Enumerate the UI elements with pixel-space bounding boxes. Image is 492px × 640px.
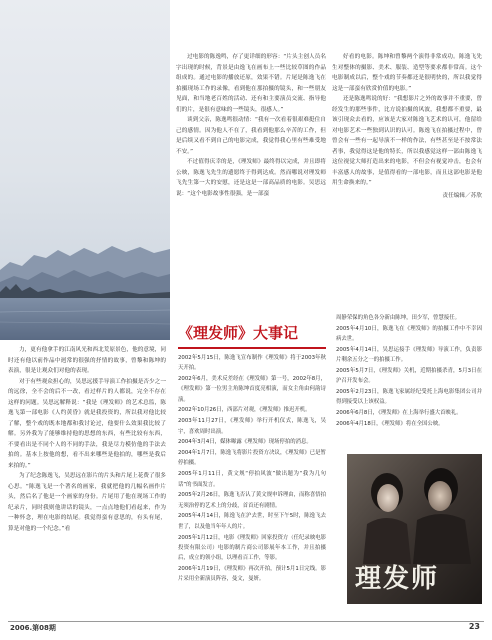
- chronicle-entry: 2005年5月7日，《理发师》关机，近期拍摄杀青，5月3日在沪召开发布会。: [336, 367, 482, 385]
- chronicle-list-left: [178, 353, 326, 609]
- article-paragraph: 不过值得庆幸的是，《理发师》最终得以完成，并且即将公映，陈逸飞先生的遗愿终于得到达成。然而哪说对理发师飞先生第一大的安慰，还是这是一部高品质的电影。吴思远说：“这个电影故事性很强，是一部蛮: [176, 159, 326, 197]
- article-column-middle: [176, 52, 326, 307]
- movie-poster: [347, 454, 482, 604]
- chronicle-entry: 2005年4月14日，吴思运接手《理发师》导演工作，负责影片剩余五分之一的拍摄工作。: [336, 346, 482, 364]
- article-paragraph: 好看的电影。陈坤和曾黎两个演得非常成功。陈逸飞先生对整体的摄影、美术、服装、造型等要求都非常高。这个电影制成以后，整个戏的节奏都还是很明快的，所以我觉得这是一部蛮有欣赏价值的电影。”: [332, 54, 482, 92]
- article-paragraph: 过电影的陈逸鸣，存了更详细的形容：“片头主创人员名字出现的时候，背景是由逸飞在画布上一些比较草图的作品组成的。通过电影的播放还原，效果不错。片尾是陈逸飞在拍摄现场工作的录像，看到他在那拍摄的镜头，和一些朋友见面，和当地老百姓的活动、还有和主要演员交流、指导他们的片，是很有意味的一些镜头，很感人。”: [176, 54, 326, 113]
- article-column-right: [332, 52, 482, 307]
- chronicle-entry: 2002年10月26日，西部片对观，《理发师》推迟开机。: [178, 407, 311, 414]
- chronicle-list-right: [336, 313, 482, 453]
- chronicle-entry: 2005年4月14日，陈逸飞在沪去世，时至下午5时，陈逸飞去世了，以及他当年年人的片。: [178, 513, 326, 530]
- chronicle-entry: 2004年3月4日，媒体曝露《理发师》现场停拍的消息。: [178, 439, 312, 446]
- editor-credit: 责任编辑／苏欣: [442, 192, 482, 199]
- chronicle-title: 《理发师》大事记: [178, 324, 299, 342]
- chronicle-entry: 2005年1月12日，电影《理发师》回家投资方（任纪录映电影投资有限公司）电影的制片商公司影展年本工作，并且拍摄后，成立的领小组，以理看百工作，等影。: [178, 534, 326, 562]
- article-paragraph: 还是陈逸鸣说的好：“我想影片之外的故事并不重要，曾经发生的那些事件，比方说拍摄的风波，我想都不重要，最该引现众去看的，应该是大家对陈逸飞艺术的认可，他留给对电影艺术一些独到认识的认可。陈逸飞在拍摄过程中，曾曾会有一些有一起导演不一样的作法，有些甚至是不按常法者事，我觉得这是他的特长，所以我感觉这样一部由陈逸飞这位视觉大师打造出来的电影，不但会有视觉冲击，也会有丰富感人的故事，是值得看的一部电影，而且这部电影是他用生命换来的。”: [332, 96, 482, 186]
- chronicle-entry: 2004年1月7日，陈逸飞将影片投资方决议，《理发师》已是暂停拍摄。: [178, 450, 326, 467]
- chronicle-entry: 2006年4月18日，《理发师》将在全国公映。: [336, 420, 444, 427]
- page-number: 23: [468, 622, 480, 631]
- chronicle-entry: 2005年2月26日，陈逸飞否认了黄文规申诉理由，而称喜悟拍无须治停的艺术上的分歧，首首还有剧情。: [178, 492, 326, 509]
- chronicle-entry: 2006年1月19日，《理发师》再次开拍，预计5月1日完线。影片采用全新演员阵容，曼文，曼妍。: [178, 565, 326, 583]
- article-paragraph: 为了纪念陈逸飞，吴思远在影片的片头和片尾上花费了很多心思。“陈逸飞是一个著名的画家，我就把他的几幅名画作片头，然后名了他是一个画家的身份。片尾用了他在现场工作的纪录片，同时我则他讲话的镜头，一点点地他们看起来，作为一种怀念，理在电影的结尾。我觉得蛮有意思的，有头有尾，算是对他的一个纪念。”看: [8, 473, 166, 532]
- issue-number: 2006.第08期: [10, 624, 56, 632]
- article-paragraph: 对于有些观众担心的，吴思远援手导演工作拍摄是否少之一的远徐，全不会的后不一改，看过样片的人都说，完全不存在这样的问题。吴思远解释说：“我是《理发师》的艺术总监，陈逸飞第一部电影《人约黄昏》就是我投资的，所以我对他比较了解，整个戏的既本地都和我讨论过，他要什么效果我比较了解。另外我为了能够维持他的思想的东西，有些比较有东西，不要看出是不同个人的不同的手法，我是尽力模仿他的手法去拍的。基本上按他的想，看不出来哪些是他拍的，哪些是我后来拍的。”: [8, 378, 166, 469]
- article-column-left: [8, 345, 166, 617]
- footer-divider: [8, 621, 484, 622]
- chronicle-entry: 2003年11月27日，《理发师》举行开机仪式，陈逸飞，吴宇，喜欢周时出演。: [178, 418, 326, 435]
- poster-title: 理发师: [355, 564, 440, 594]
- chronicle-entry: 周静荣保的角色各分新由陈坤，田少军，曾慧接任。: [336, 315, 460, 321]
- chronicle-entry: 2005年4月10日，陈逸飞在《理发师》的拍摄工作中不幸因病去世。: [336, 325, 482, 343]
- article-paragraph: 谈到父亲，陈逸鸣很动情：“我有一次看着很艰难挺住自己的感情。因为他人不在了，我看到他那么辛苦的工作，但是后续又看不到自己的电影完成，我觉得我心里有些难受地不安。”: [176, 117, 326, 155]
- chronicle-entry: 2002年6月，美术反差经在《理发师》第一号，2002年8月，《理发师》第一位男主角陈坤首度亮相演，而女主角由何韵诗演。: [178, 376, 326, 403]
- article-paragraph: 力，更有他拿手的江南风光和西北荒原景色，他的意境，同时还有他以前作品中迥常的很强的抒情的故事，曾黎和陈坤的表演，很是让观众们对他的表现。: [8, 347, 166, 374]
- chronicle-entry: 2005年1月11日，黄文规“停拍风波”做出题为“我为几句话”的书面发言。: [178, 471, 326, 488]
- chronicle-entry: 2002年5月15日，陈逸飞宣布制作《理发师》将于2003年秋天开拍。: [178, 355, 326, 372]
- chronicle-title-underline: [178, 347, 326, 349]
- chronicle-entry: 2006年6月8日，《理发师》在上海举行盛大首映礼。: [336, 410, 462, 417]
- chronicle-entry: 2005年2月23日，陈逸飞家属经纪受托上海电影集团公司并得到接受以上该权益。: [336, 389, 482, 406]
- landscape-photo: [0, 0, 170, 340]
